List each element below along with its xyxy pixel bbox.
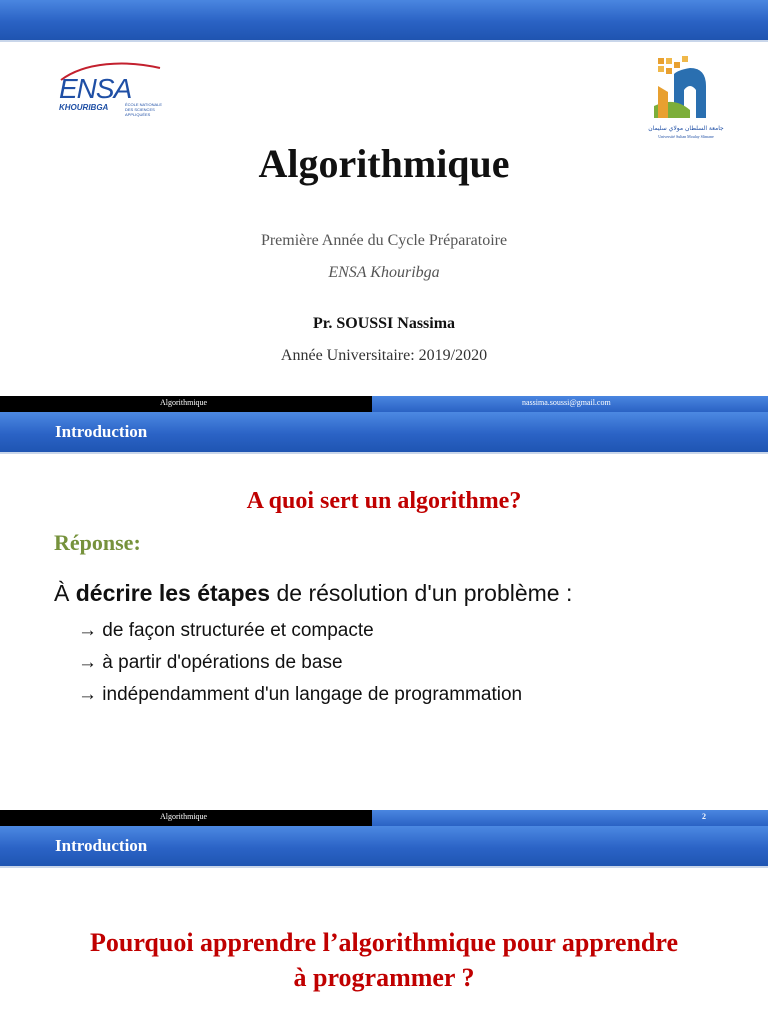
section-header-title: Introduction (55, 422, 148, 441)
author-name: Pr. SOUSSI Nassima (312, 315, 456, 332)
slide-footer (0, 396, 768, 412)
svg-text:ENSA: ENSA (59, 73, 132, 104)
list-item: → à partir d'opérations de base (78, 652, 343, 673)
footer-course-label: Algorithmique (160, 398, 208, 407)
svg-text:KHOURIBGA: KHOURIBGA (59, 103, 109, 112)
academic-year: Année Universitaire: 2019/2020 (280, 347, 488, 364)
answer-prefix: À (54, 580, 76, 606)
question-heading-line1: Pourquoi apprendre l’algorithmique pour apprendre (90, 928, 678, 957)
list-item: → indépendamment d'un langage de programmation (78, 684, 523, 705)
section-header-title: Introduction (55, 836, 148, 855)
course-subtitle: Première Année du Cycle Préparatoire (260, 232, 508, 249)
slide-title: Algorithmique (258, 141, 510, 186)
footer-page-number: 2 (702, 812, 706, 821)
answer-emphasis: décrire les étapes (75, 580, 271, 606)
footer-right (372, 810, 768, 826)
question-heading: A quoi sert un algorithme? (246, 488, 522, 514)
svg-text:جامعة السلطان مولاي سليمان: جامعة السلطان مولاي سليمان (648, 125, 724, 132)
svg-text:APPLIQUÉES: APPLIQUÉES (125, 112, 151, 117)
section-header (0, 826, 768, 868)
answer-label: Réponse: (54, 530, 141, 555)
footer-course-label: Algorithmique (160, 812, 208, 821)
top-bar (0, 0, 768, 42)
question-heading-line2: à programmer ? (293, 963, 475, 992)
svg-text:ÉCOLE NATIONALE: ÉCOLE NATIONALE (125, 102, 163, 107)
section-header (0, 412, 768, 454)
footer-right (372, 396, 768, 412)
ensa-logo (55, 58, 170, 122)
answer-rest: de résolution d'un problème : (270, 580, 573, 606)
school-name: ENSA Khouribga (328, 264, 440, 281)
footer-left (0, 396, 372, 412)
university-logo-graphic (644, 56, 728, 142)
university-logo (644, 56, 728, 142)
footer-email[interactable]: nassima.soussi@gmail.com (522, 398, 611, 407)
answer-sentence (54, 580, 572, 607)
list-item: → de façon structurée et compacte (78, 620, 374, 641)
ensa-logo-graphic (55, 58, 170, 122)
slide-footer (0, 810, 768, 826)
svg-text:Université Sultan Moulay Slima: Université Sultan Moulay Slimane (658, 134, 714, 139)
svg-text:DES SCIENCES: DES SCIENCES (125, 107, 155, 112)
footer-left (0, 810, 372, 826)
